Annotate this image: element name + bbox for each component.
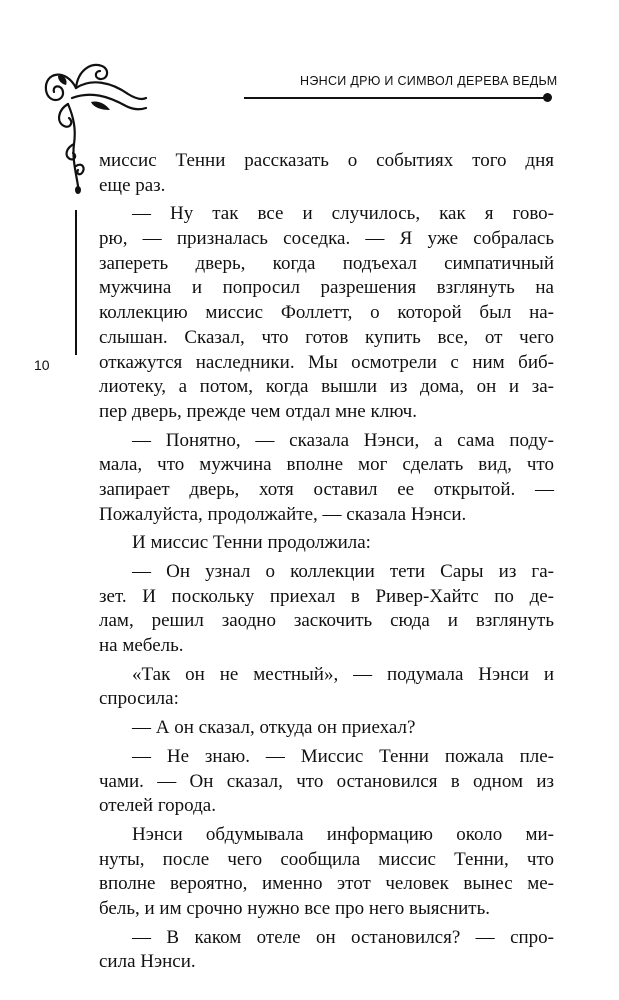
text-line: запирает дверь, хотя оставил ее открытой. — [99, 478, 554, 500]
text-line: — Не знаю. — Миссис Тенни пожала пле- [132, 745, 554, 767]
text-line: Нэнси обдумывала информацию около ми- [132, 823, 554, 845]
paragraph [99, 716, 554, 741]
running-head: НЭНСИ ДРЮ И СИМВОЛ ДЕРЕВА ВЕДЬМ [300, 74, 558, 88]
text-line: рю, — призналась соседка. — Я уже собралась [99, 228, 554, 250]
text-line: спросила: [99, 688, 179, 710]
text-line: запереть дверь, когда подъехал симпатичный [99, 252, 554, 274]
text-line: — А он сказал, откуда он приехал? [132, 717, 416, 739]
text-line: вполне вероятно, именно этот человек вынес ме- [99, 873, 554, 895]
text-line: лам, решил заодно заскочить сюда и взглянуть [99, 610, 554, 632]
text-line: отелей города. [99, 795, 216, 817]
paragraph [99, 149, 554, 198]
text-line: пер дверь, прежде чем отдал мне ключ. [99, 400, 417, 422]
text-line: нуты, после чего сообщила миссис Тенни, что [99, 848, 554, 870]
text-line: слышан. Сказал, что готов купить все, от чего [99, 326, 554, 348]
text-line: миссис Тенни рассказать о событиях того дня [99, 150, 554, 171]
body-text [99, 149, 554, 975]
paragraph [99, 560, 554, 659]
paragraph [99, 202, 554, 424]
text-line: на мебель. [99, 635, 184, 657]
header-dot [543, 93, 552, 102]
text-line: зет. И поскольку приехал в Ривер-Хайтс по де- [99, 585, 554, 607]
text-line: чами. — Он сказал, что остановился в одном из [99, 770, 554, 792]
text-line: мала, что мужчина вполне мог сделать вид, что [99, 454, 554, 476]
paragraph [99, 926, 554, 975]
text-line: И миссис Тенни продолжила: [132, 532, 371, 554]
text-line: — Он узнал о коллекции тети Сары из га- [132, 561, 554, 582]
text-line: — Ну так все и случилось, как я гово- [132, 203, 554, 225]
header-rule [244, 97, 544, 99]
text-line: — Понятно, — сказала Нэнси, а сама поду- [132, 429, 554, 451]
paragraph [99, 429, 554, 528]
text-line: коллекцию миссис Фоллетт, о которой был на- [99, 302, 554, 324]
text-line: «Так он не местный», — подумала Нэнси и [132, 663, 554, 685]
text-line: — В каком отеле он остановился? — спро- [132, 926, 554, 948]
text-line: бель, и им срочно нужно все про него выяснить. [99, 897, 490, 919]
text-line: Пожалуйста, продолжайте, — сказала Нэнси. [99, 503, 467, 525]
text-line: сила Нэнси. [99, 951, 196, 973]
page-number: 10 [34, 357, 50, 373]
side-rule [75, 210, 77, 355]
paragraph [99, 531, 554, 556]
paragraph [99, 745, 554, 819]
paragraph [99, 823, 554, 922]
text-line: лиотеку, а потом, когда вышли из дома, он и за- [99, 376, 554, 398]
paragraph [99, 663, 554, 712]
text-line: мужчина и попросил разрешения взглянуть на [99, 277, 554, 299]
text-line: еще раз. [99, 174, 166, 196]
text-line: откажутся наследники. Мы осмотрели с ним биб- [99, 351, 554, 373]
